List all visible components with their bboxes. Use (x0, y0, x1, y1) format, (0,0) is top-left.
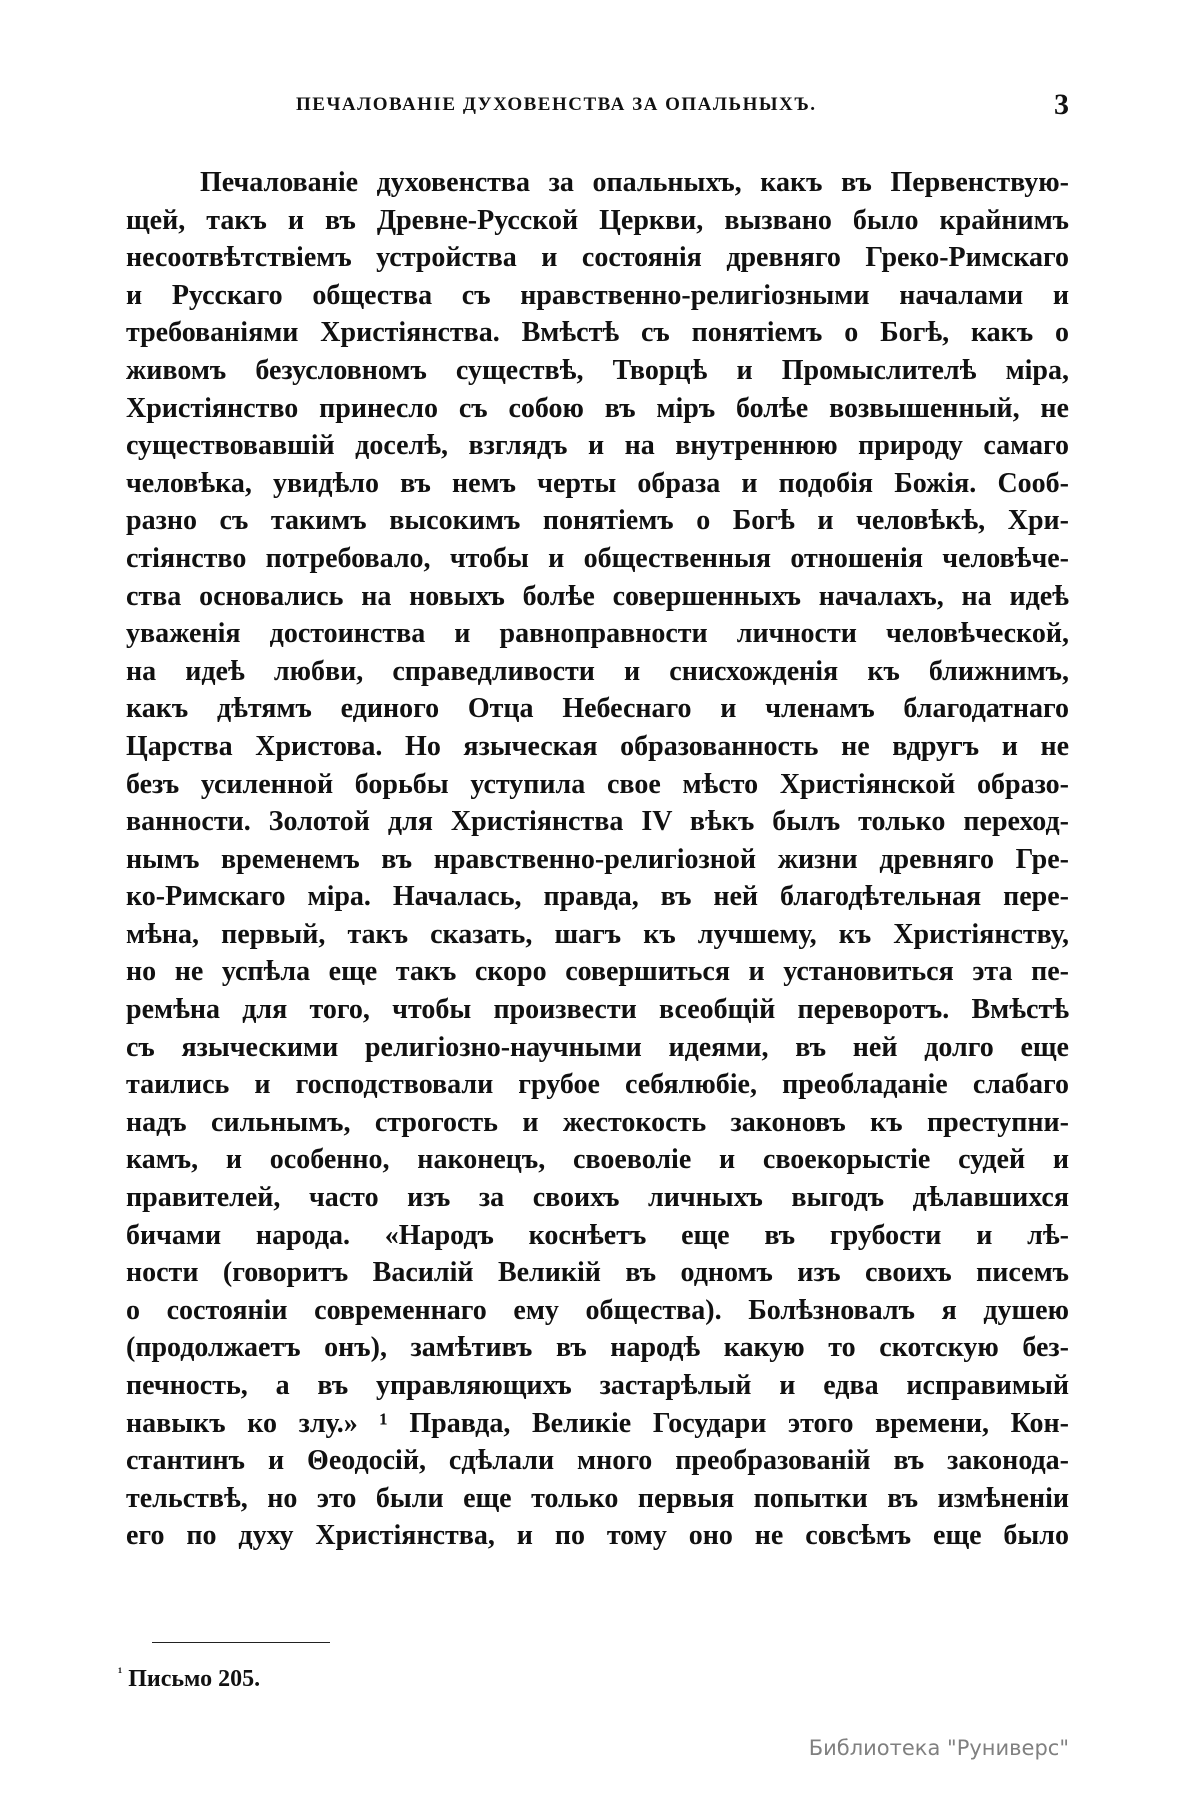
text-line: камъ, и особенно, наконецъ, своеволіе и своекорыстіе судей и (126, 1144, 1069, 1176)
text-line: его по духу Христіянства, и по тому оно не совсѣмъ еще было (126, 1520, 1069, 1552)
text-line: безъ усиленной борьбы уступила свое мѣсто Христіянской образо- (126, 768, 1069, 800)
text-line: навыкъ ко злу.» ¹ Правда, Великіе Государи этого времени, Кон- (126, 1407, 1069, 1439)
text-line: бичами народа. «Народъ коснѣетъ еще въ грубости и лѣ- (126, 1219, 1069, 1251)
text-line: требованіями Христіянства. Вмѣстѣ съ понятіемъ о Богѣ, какъ о (126, 317, 1069, 349)
text-line: и Русскаго общества съ нравственно-религіозными началами и (126, 279, 1069, 311)
text-line: человѣка, увидѣло въ немъ черты образа и подобія Божія. Сооб- (126, 467, 1069, 499)
text-line: щей, такъ и въ Древне-Русской Церкви, вызвано было крайнимъ (126, 204, 1069, 236)
text-line: живомъ безусловномъ существѣ, Творцѣ и Промыслителѣ міра, (126, 354, 1069, 386)
text-line: Печалованіе духовенства за опальныхъ, какъ въ Первенствую- (200, 167, 1069, 198)
text-line: ремѣна для того, чтобы произвести всеобщій переворотъ. Вмѣстѣ (126, 994, 1069, 1026)
text-line: Христіянство принесло съ собою въ міръ болѣе возвышенный, не (126, 392, 1069, 424)
text-line: стіянство потребовало, чтобы и общественныя отношенія человѣче- (126, 542, 1069, 574)
text-line: существовавшій доселѣ, взглядъ и на внутреннюю природу самаго (126, 430, 1069, 462)
body-text (126, 164, 1069, 1555)
footnote-text: Письмо 205. (128, 1666, 261, 1692)
text-line: тельствѣ, но это были еще только первыя попытки въ измѣненіи (126, 1482, 1069, 1514)
text-line: мѣна, первый, такъ сказать, шагъ къ лучшему, къ Христіянству, (126, 918, 1069, 950)
footnote-divider (152, 1642, 330, 1643)
text-line: разно съ такимъ высокимъ понятіемъ о Богѣ и человѣкѣ, Хри- (126, 505, 1069, 537)
text-line: таились и господствовали грубое себялюбіе, преобладаніе слабаго (126, 1069, 1069, 1101)
text-line: ко-Римскаго міра. Началась, правда, въ ней благодѣтельная пере- (126, 881, 1069, 913)
page-number: 3 (1054, 88, 1069, 121)
running-title: ПЕЧАЛОВАНІЕ ДУХОВЕНСТВА ЗА ОПАЛЬНЫХЪ. (296, 94, 817, 115)
text-line: печность, а въ управляющихъ застарѣлый и едва исправимый (126, 1370, 1069, 1401)
text-line: на идеѣ любви, справедливости и снисхожденія къ ближнимъ, (126, 655, 1069, 687)
text-line: несоотвѣтствіемъ устройства и состоянія древняго Греко-Римскаго (126, 242, 1069, 274)
text-line: но не успѣла еще такъ скоро совершиться и установиться эта пе- (126, 956, 1069, 988)
text-line: уваженія достоинства и равноправности личности человѣческой, (126, 618, 1069, 650)
text-line: ванности. Золотой для Христіянства IV вѣкъ былъ только переход- (126, 806, 1069, 838)
text-line: о состояніи современнаго ему общества). Болѣзновалъ я душею (126, 1294, 1069, 1326)
text-line: Царства Христова. Но языческая образованность не вдругъ и не (126, 730, 1069, 762)
library-watermark: Библиотека "Руниверс" (808, 1736, 1069, 1760)
text-line: надъ сильнымъ, строгость и жестокость законовъ къ преступни- (126, 1106, 1069, 1138)
text-line: какъ дѣтямъ единого Отца Небеснаго и членамъ благодатнаго (126, 693, 1069, 725)
text-line: правителей, часто изъ за своихъ личныхъ выгодъ дѣлавшихся (126, 1182, 1069, 1214)
footnote (118, 1666, 260, 1693)
text-line: ности (говоритъ Василій Великій въ одномъ изъ своихъ писемъ (126, 1257, 1069, 1289)
text-line: ства основались на новыхъ болѣе совершенныхъ началахъ, на идеѣ (126, 580, 1069, 612)
text-line: нымъ временемъ въ нравственно-религіозной жизни древняго Гре- (126, 843, 1069, 875)
text-line: стантинъ и Θеодосій, сдѣлали много преобразованій въ законода- (126, 1445, 1069, 1477)
text-line: (продолжаетъ онъ), замѣтивъ въ народѣ какую то скотскую без- (126, 1332, 1069, 1364)
running-header (126, 88, 1069, 122)
text-line: съ языческими религіозно-научными идеями, въ ней долго еще (126, 1031, 1069, 1063)
footnote-marker: ¹ (118, 1666, 123, 1681)
